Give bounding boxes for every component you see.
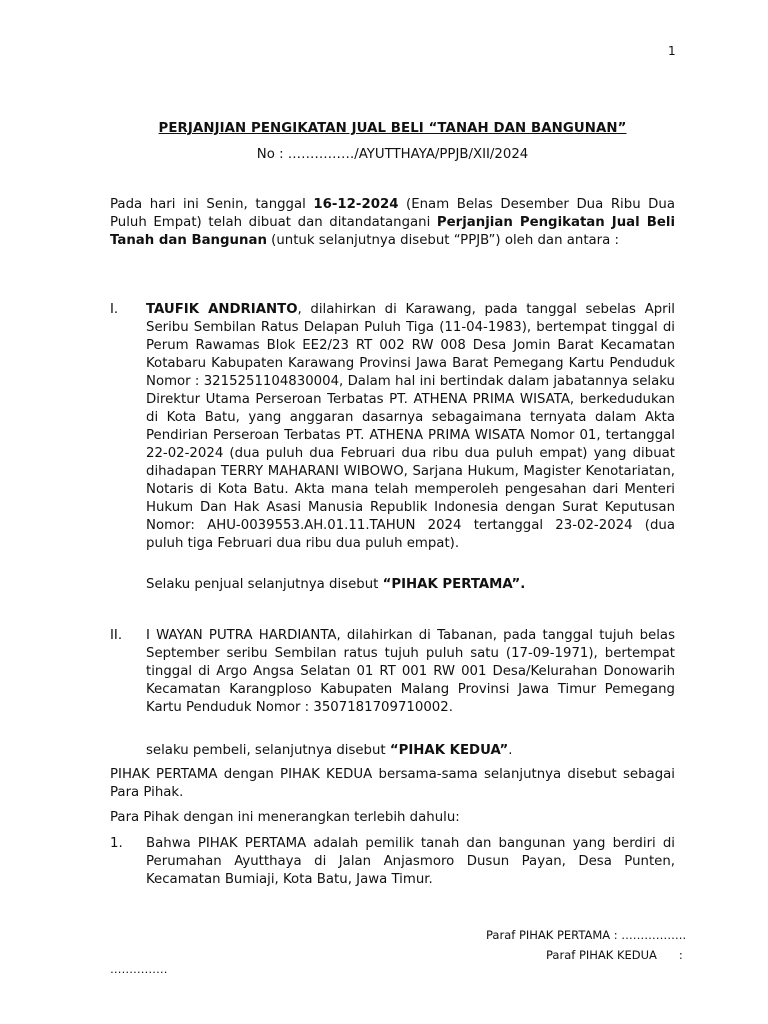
party-one-role-text: Selaku penjual selanjutnya disebut <box>146 577 383 592</box>
point-text: Bahwa PIHAK PERTAMA adalah pemilik tanah dan bangunan yang berdiri di Perumahan Ayutthaya di Jalan Anjasmoro Dusun Payan, Desa Punten, Kecamatan Bumiaji, Kota Batu, Jawa Timur. <box>146 836 675 887</box>
party-one-text <box>146 301 675 553</box>
opening-paragraph <box>110 196 675 250</box>
party-two-role-text: selaku pembeli, selanjutnya disebut <box>146 743 390 758</box>
together-paragraph: PIHAK PERTAMA dengan PIHAK KEDUA bersama-sama selanjutnya disebut sebagai Para Pihak. <box>110 767 675 800</box>
paraf-pihak-kedua: Paraf PIHAK KEDUA : <box>546 948 683 962</box>
party-one-name: TAUFIK ANDRIANTO <box>146 302 298 317</box>
paraf-pihak-pertama: Paraf PIHAK PERTAMA : …………….. <box>486 928 687 942</box>
party-two-role-label: “PIHAK KEDUA” <box>389 743 509 758</box>
opening-text-3: (untuk selanjutnya disebut “PPJB”) oleh dan antara : <box>266 233 619 248</box>
document-number: No : ……………/AYUTTHAYA/PPJB/XII/2024 <box>256 147 529 162</box>
list-marker: I. <box>110 302 119 317</box>
party-one-details: , dilahirkan di Karawang, pada tanggal sebelas April Seribu Sembilan Ratus Delapan Puluh Tiga (11-04-1983), bertempat tinggal di Perum Rawamas Blok EE2/23 RT 002 RW 008 Desa Jomin Barat Kecamatan Kotabaru Kabupaten Karawang Provinsi Jawa Barat Pemegang Kartu Penduduk Nomor : 3215251104830004, Dalam hal ini bertindak dalam jabatannya selaku Direktur Utama Perseroan Terbatas PT. ATHENA PRIMA WISATA, berkedudukan di Kota Batu, yang anggaran dasarnya sebagaimana ternyata dalam Akta Pendirian Perseroan Terbatas PT. ATHENA PRIMA WISATA Nomor 01, tertanggal 22-02-2024 (dua puluh dua Februari dua ribu dua puluh empat) yang dibuat dihadapan TERRY MAHARANI WIBOWO, Sarjana Hukum, Magister Kenotariatan, Notaris di Kota Batu. Akta mana telah memperoleh pengesahan dari Menteri Hukum Dan Hak Asasi Manusia Republik Indonesia dengan Surat Keputusan Nomor: AHU-0039553.AH.01.11.TAHUN 2024 tertanggal 23-02-2024 (dua puluh tiga Februari dua ribu dua puluh empat). <box>146 302 675 551</box>
paraf-pihak-kedua-dots: …………… <box>110 962 168 976</box>
party-two-role <box>146 742 675 760</box>
party-one-item <box>110 301 675 553</box>
document-title: PERJANJIAN PENGIKATAN JUAL BELI “TANAH DAN BANGUNAN” <box>158 121 627 136</box>
agreement-name: Perjanjian Pengikatan Jual Beli Tanah dan Bangunan <box>110 215 676 248</box>
explain-paragraph: Para Pihak dengan ini menerangkan terlebih dahulu: <box>110 810 460 825</box>
party-two-item <box>110 627 675 717</box>
list-marker: 1. <box>110 836 123 851</box>
agreement-date: 16-12-2024 <box>313 197 399 212</box>
party-two-role-end: . <box>508 743 513 758</box>
party-two-text: I WAYAN PUTRA HARDIANTA, dilahirkan di Tabanan, pada tanggal tujuh belas September seribu Sembilan ratus tujuh puluh satu (17-09-1971), bertempat tinggal di Argo Angsa Selatan 01 RT 001 RW 001 Desa/Kelurahan Donowarih Kecamatan Karangploso Kabupaten Malang Provinsi Jawa Timur Pemegang Kartu Penduduk Nomor : 3507181709710002. <box>146 628 675 715</box>
party-one-role-label: “PIHAK PERTAMA”. <box>382 577 526 592</box>
party-one-role <box>146 576 675 594</box>
page-number: 1 <box>668 44 676 58</box>
point-item <box>110 835 675 889</box>
opening-text-2: (Enam Belas Desember Dua Ribu Dua Puluh Empat) telah dibuat dan ditandatangani <box>110 197 675 230</box>
list-marker: II. <box>110 628 123 643</box>
opening-text-1: Pada hari ini Senin, tanggal <box>110 197 314 212</box>
